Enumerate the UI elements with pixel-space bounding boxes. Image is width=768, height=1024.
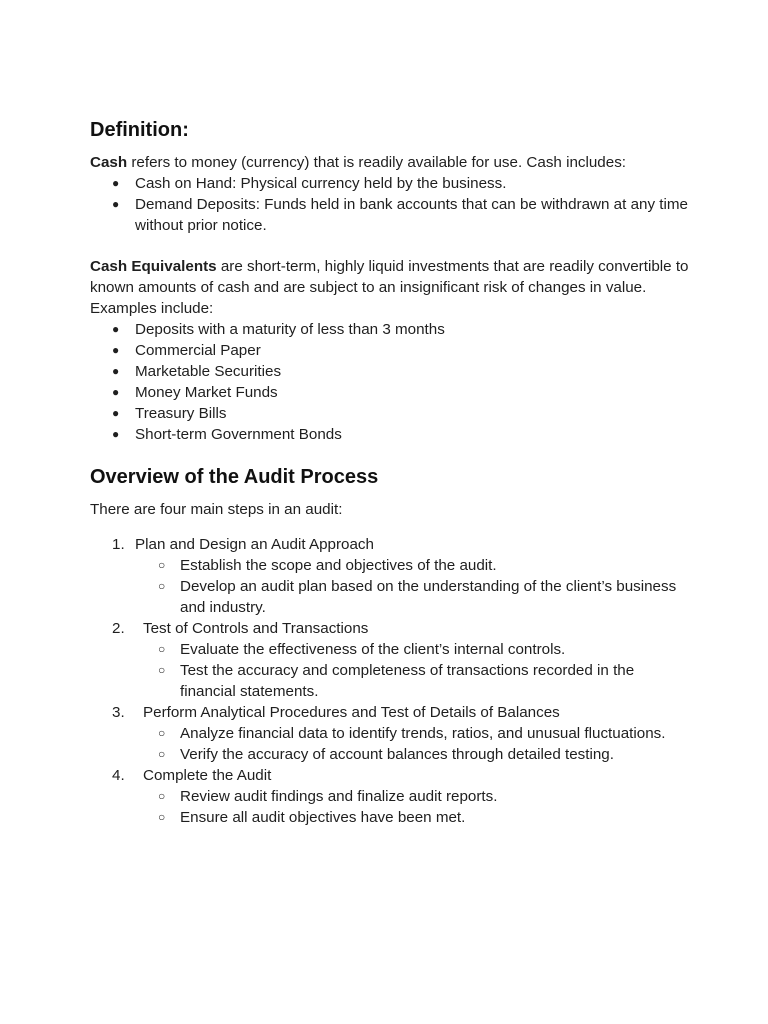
cash-text: refers to money (currency) that is readily available for use. Cash includes: <box>127 154 627 171</box>
step-sublist <box>90 639 690 702</box>
list-item: ● Deposits with a maturity of less than 3 months <box>112 321 445 338</box>
list-item: ○ Verify the accuracy of account balances through detailed testing. <box>158 746 614 763</box>
definition-heading: Definition: <box>90 119 189 141</box>
cash-equivalents-term: Cash Equivalents <box>90 258 217 275</box>
bullet-icon: ● <box>112 176 120 190</box>
step-number: 4. <box>112 767 125 784</box>
circle-bullet-icon: ○ <box>158 810 166 824</box>
audit-heading: Overview of the Audit Process <box>90 466 379 488</box>
list-item: ● Cash on Hand: Physical currency held by the business. <box>112 175 507 192</box>
spacer <box>90 520 690 534</box>
list-item: ● Treasury Bills <box>112 405 227 422</box>
list-item: ○ Test the accuracy and completeness of transactions recorded in the financial statements. <box>158 662 635 700</box>
list-item: ● Short-term Government Bonds <box>112 426 342 443</box>
circle-bullet-icon: ○ <box>158 642 166 656</box>
list-item: ● Marketable Securities <box>112 363 282 380</box>
bullet-icon: ● <box>112 343 120 357</box>
step-title: Test of Controls and Transactions <box>143 620 369 637</box>
spacer <box>90 236 690 256</box>
list-item: ● Money Market Funds <box>112 384 278 401</box>
step-number: 2. <box>112 620 125 637</box>
audit-intro: There are four main steps in an audit: <box>90 501 343 518</box>
audit-step-2 <box>90 618 690 702</box>
list-item: ○ Establish the scope and objectives of the audit. <box>158 557 497 574</box>
list-item: ○ Develop an audit plan based on the understanding of the client’s business and industry. <box>158 578 677 616</box>
bullet-icon: ● <box>112 385 120 399</box>
document-body <box>90 116 690 828</box>
step-title: Plan and Design an Audit Approach <box>135 536 374 553</box>
circle-bullet-icon: ○ <box>158 558 166 572</box>
step-sublist <box>90 723 690 765</box>
bullet-icon: ● <box>112 322 120 336</box>
list-item: ● Commercial Paper <box>112 342 261 359</box>
bullet-icon: ● <box>112 197 120 211</box>
bullet-icon: ● <box>112 406 120 420</box>
circle-bullet-icon: ○ <box>158 663 166 677</box>
circle-bullet-icon: ○ <box>158 579 166 593</box>
cash-equivalents-list <box>90 319 690 445</box>
audit-step-4 <box>90 765 690 828</box>
cash-equivalents-text: are short-term, highly liquid investments that are readily convertible to known amounts of cash and are subject to an insignificant risk of changes in value. Examples include: <box>90 258 689 317</box>
cash-term: Cash <box>90 154 128 171</box>
step-number: 1. <box>112 536 125 553</box>
step-number: 3. <box>112 704 125 721</box>
step-sublist <box>90 786 690 828</box>
bullet-icon: ● <box>112 427 120 441</box>
list-item: ○ Review audit findings and finalize audit reports. <box>158 788 498 805</box>
audit-step-3 <box>90 702 690 765</box>
circle-bullet-icon: ○ <box>158 747 166 761</box>
audit-steps-list <box>90 534 690 828</box>
audit-step-1 <box>90 534 690 618</box>
circle-bullet-icon: ○ <box>158 726 166 740</box>
step-title: Complete the Audit <box>143 767 272 784</box>
cash-list <box>90 173 690 236</box>
cash-paragraph <box>90 152 690 173</box>
bullet-icon: ● <box>112 364 120 378</box>
step-sublist <box>90 555 690 618</box>
list-item: ○ Ensure all audit objectives have been met. <box>158 809 466 826</box>
list-item: ○ Evaluate the effectiveness of the client’s internal controls. <box>158 641 566 658</box>
cash-equivalents-paragraph <box>90 256 690 319</box>
list-item: ○ Analyze financial data to identify trends, ratios, and unusual fluctuations. <box>158 725 666 742</box>
list-item: ● Demand Deposits: Funds held in bank accounts that can be withdrawn at any time without prior notice. <box>112 196 688 234</box>
circle-bullet-icon: ○ <box>158 789 166 803</box>
step-title: Perform Analytical Procedures and Test of Details of Balances <box>143 704 560 721</box>
